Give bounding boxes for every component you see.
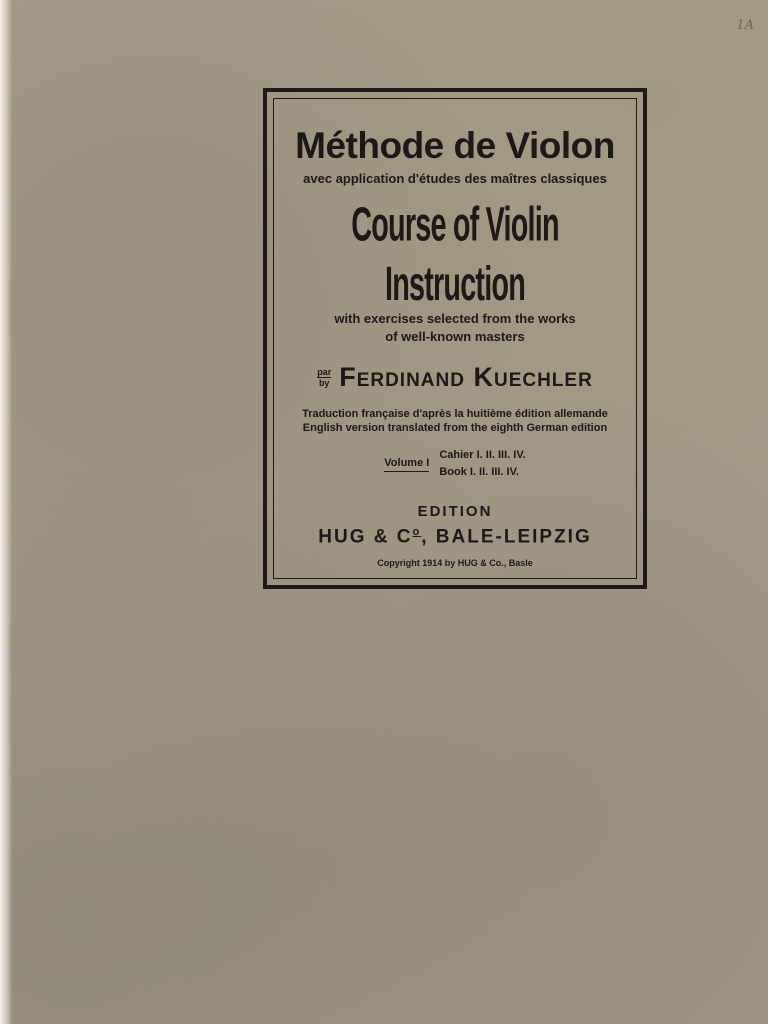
french-subtitle: avec application d'études des maîtres classiques <box>303 171 607 186</box>
by-label: by <box>318 378 330 388</box>
publisher-prefix: HUG & C <box>318 526 413 548</box>
english-subtitle <box>274 310 636 346</box>
copyright-notice: Copyright 1914 by HUG & Co., Basle <box>377 558 533 569</box>
translation-note <box>274 407 636 435</box>
translation-english: English version translated from the eighth German edition <box>302 422 608 434</box>
corner-note: 1A <box>736 18 754 33</box>
inner-frame <box>273 98 637 579</box>
volume-label: Volume I <box>384 457 429 472</box>
par-by-label <box>317 367 331 388</box>
english-subtitle-line-1: with exercises selected from the works <box>334 311 576 326</box>
volume-books <box>439 447 525 481</box>
translation-french: Traduction française d'après la huitième édition allemande <box>302 408 608 420</box>
page-edge <box>0 0 12 1024</box>
author-row <box>274 362 636 393</box>
title-box <box>263 88 647 589</box>
english-title: Course of Violin Instruction <box>351 195 559 311</box>
english-subtitle-line-2: of well-known masters <box>385 329 525 344</box>
cahier-list: Cahier I. II. III. IV. <box>439 449 526 461</box>
publisher-suffix: , BALE-LEIPZIG <box>421 526 592 548</box>
publisher-superscript: o <box>412 526 422 538</box>
volume-row <box>274 447 636 481</box>
french-title: Méthode de Violon <box>295 125 615 166</box>
edition-label: EDITION <box>417 503 493 520</box>
publisher <box>274 526 636 548</box>
author-name: Ferdinand Kuechler <box>339 362 593 392</box>
par-label: par <box>317 367 332 377</box>
book-list: Book I. II. III. IV. <box>439 466 519 478</box>
